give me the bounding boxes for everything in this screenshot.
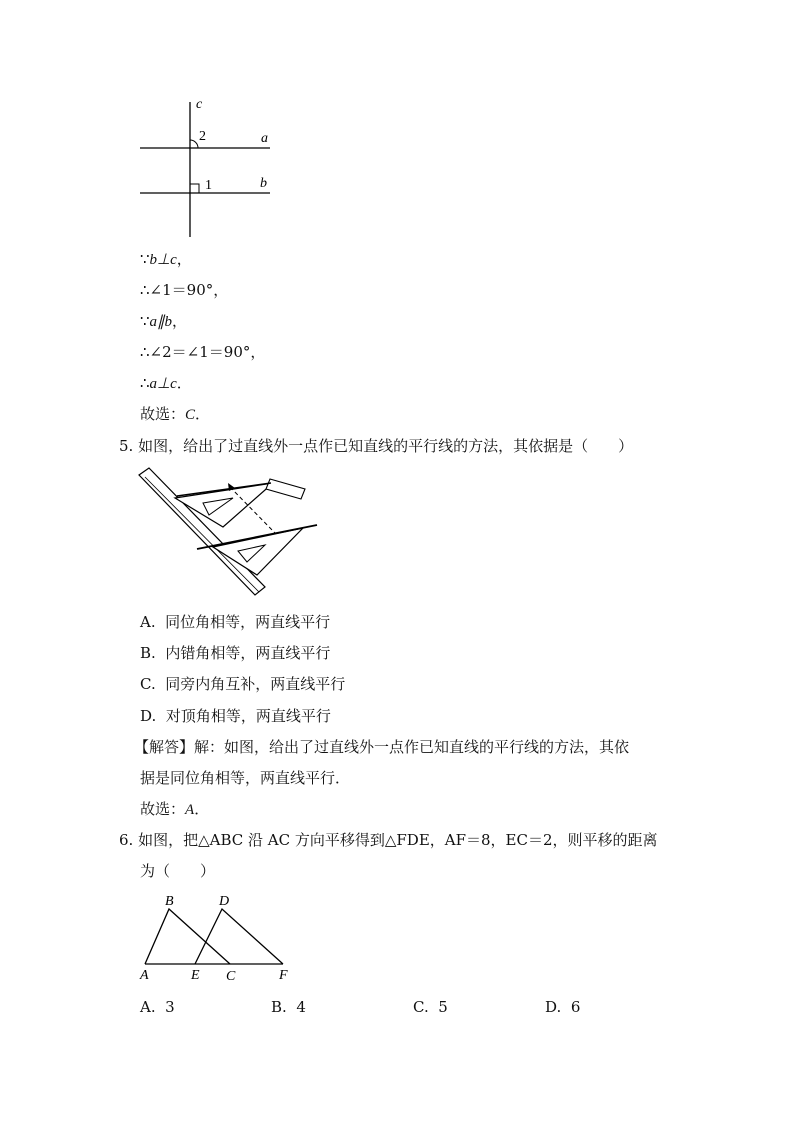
triangle-edf bbox=[195, 909, 283, 964]
q6-stem-line-1 bbox=[119, 830, 658, 850]
option-key: A. bbox=[140, 613, 156, 631]
label-D: D bbox=[219, 894, 230, 909]
option-value: 3 bbox=[165, 998, 175, 1016]
proof-line-5 bbox=[140, 373, 192, 394]
proof-line-4 bbox=[140, 342, 265, 362]
therefore-symbol: ∴ bbox=[140, 374, 150, 392]
proof-expr: ∠1＝90° bbox=[149, 281, 214, 299]
label-angle-2: 2 bbox=[199, 129, 206, 144]
proof-answer bbox=[140, 404, 210, 425]
option-text: 同位角相等，两直线平行 bbox=[165, 613, 331, 631]
label-A: A bbox=[140, 968, 149, 983]
q5-solution-line-2 bbox=[140, 768, 350, 788]
proof-expr: b⊥c bbox=[149, 252, 177, 268]
punct: ． bbox=[194, 800, 210, 818]
punct: ， bbox=[213, 281, 229, 299]
answer-choice: A bbox=[185, 802, 195, 818]
because-symbol: ∵ bbox=[140, 312, 150, 330]
q6-option-a bbox=[140, 997, 175, 1017]
therefore-symbol: ∴ bbox=[140, 343, 150, 361]
punct: ． bbox=[176, 374, 192, 392]
question-text: 为（ ） bbox=[140, 862, 216, 880]
pencil bbox=[266, 479, 305, 499]
label-b: b bbox=[260, 176, 267, 191]
q5-option-a bbox=[140, 612, 330, 632]
option-key: D. bbox=[140, 707, 157, 725]
question-number: 5. bbox=[119, 437, 134, 455]
label-c: c bbox=[196, 97, 203, 112]
option-value: 6 bbox=[570, 998, 581, 1016]
option-text: 内错角相等，两直线平行 bbox=[165, 644, 331, 662]
q6-stem-line-2 bbox=[140, 861, 215, 881]
label-a: a bbox=[261, 131, 268, 146]
angle-2-arc bbox=[190, 140, 198, 148]
proof-line-2 bbox=[140, 280, 228, 300]
q5-solution-line-1 bbox=[134, 737, 629, 757]
q5-option-d bbox=[140, 706, 331, 726]
right-angle-mark bbox=[190, 184, 199, 193]
proof-line-1 bbox=[140, 249, 192, 270]
q5-option-b bbox=[140, 643, 330, 663]
punct: ． bbox=[195, 405, 211, 423]
proof-expr: a⊥c bbox=[149, 376, 177, 392]
punct: ， bbox=[176, 250, 192, 268]
figure-triangle-translation bbox=[135, 890, 300, 985]
proof-line-3 bbox=[140, 311, 187, 332]
because-symbol: ∵ bbox=[140, 250, 150, 268]
therefore-symbol: ∴ bbox=[140, 281, 150, 299]
proof-expr: ∠2＝∠1＝90° bbox=[149, 343, 251, 361]
q6-option-c bbox=[413, 997, 448, 1017]
option-key: B. bbox=[271, 998, 287, 1016]
label-F: F bbox=[279, 968, 288, 983]
label-E: E bbox=[191, 968, 200, 983]
solution-tag: 【解答】 bbox=[134, 738, 195, 756]
punct: ， bbox=[250, 343, 266, 361]
answer-prefix: 故选： bbox=[140, 800, 186, 818]
answer-choice: C bbox=[185, 407, 196, 423]
q6-option-d bbox=[545, 997, 580, 1017]
option-text: 同旁内角互补，两直线平行 bbox=[165, 675, 346, 693]
figure-set-squares bbox=[135, 465, 325, 600]
label-B: B bbox=[165, 894, 174, 909]
solution-text: 据是同位角相等，两直线平行． bbox=[140, 769, 351, 787]
q5-option-c bbox=[140, 674, 345, 694]
option-key: C. bbox=[413, 998, 429, 1016]
punct: ， bbox=[172, 312, 188, 330]
option-key: D. bbox=[545, 998, 562, 1016]
q5-stem bbox=[119, 436, 633, 456]
proof-expr: a∥b bbox=[149, 314, 173, 330]
figure-parallel-lines bbox=[130, 92, 280, 242]
question-number: 6. bbox=[119, 831, 134, 849]
q5-answer bbox=[140, 799, 209, 820]
option-key: A. bbox=[140, 998, 156, 1016]
label-angle-1: 1 bbox=[205, 178, 212, 193]
option-key: B. bbox=[140, 644, 156, 662]
solution-text: 解：如图，给出了过直线外一点作已知直线的平行线的方法，其依 bbox=[194, 738, 630, 756]
question-text: 如图，给出了过直线外一点作已知直线的平行线的方法，其依据是（ ） bbox=[138, 437, 634, 455]
answer-prefix: 故选： bbox=[140, 405, 186, 423]
question-text: 如图，把△ABC 沿 AC 方向平移得到△FDE，AF＝8，EC＝2，则平移的距离 bbox=[138, 831, 658, 849]
q6-option-b bbox=[271, 997, 306, 1017]
label-C: C bbox=[226, 969, 236, 984]
option-value: 4 bbox=[296, 998, 306, 1016]
option-value: 5 bbox=[438, 998, 448, 1016]
option-text: 对顶角相等，两直线平行 bbox=[165, 707, 331, 725]
option-key: C. bbox=[140, 675, 156, 693]
